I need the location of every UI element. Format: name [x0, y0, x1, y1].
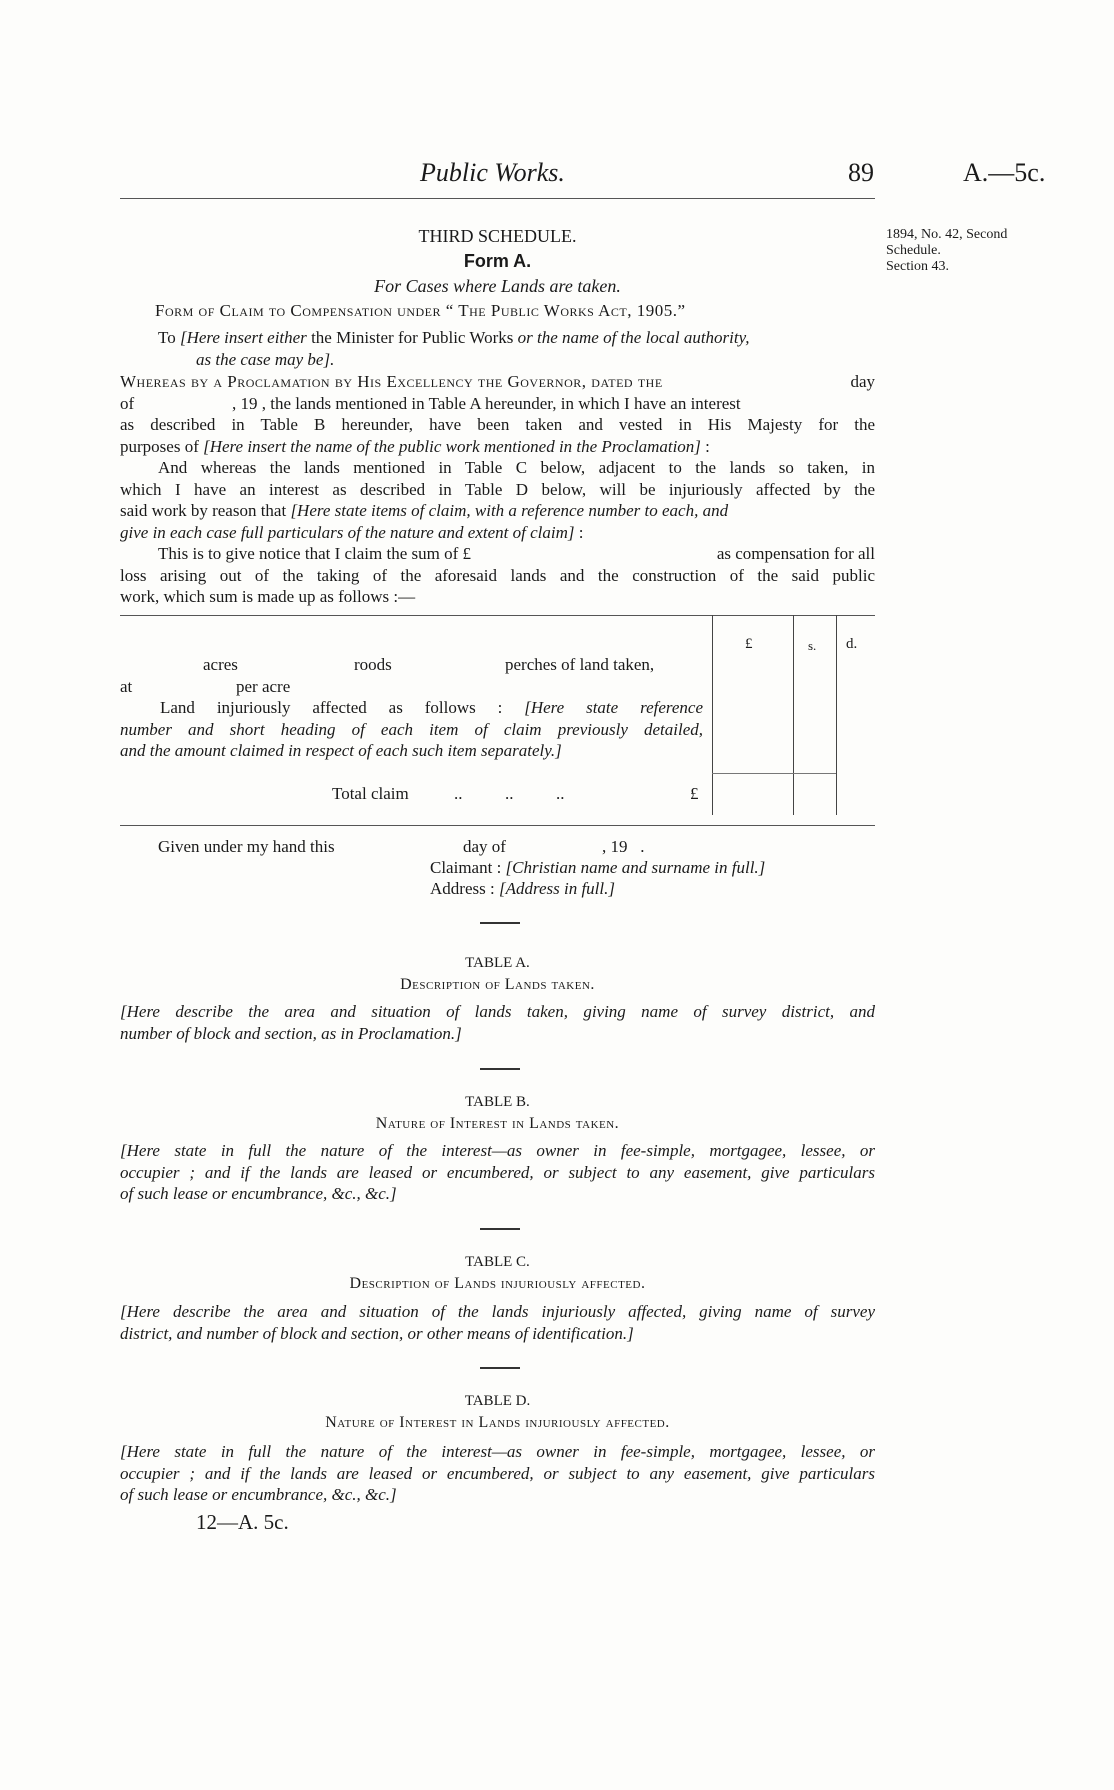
- claim-table-bottom-rule: [120, 825, 875, 826]
- and-whereas-line-2: which I have an interest as described in Table D below, will be injuriously affected by the: [120, 479, 875, 499]
- claim-injurious-ref: [Here state reference: [524, 698, 704, 717]
- section-separator: [480, 922, 520, 924]
- total-claim-label: Total claim: [332, 784, 409, 803]
- to-prefix: To: [158, 328, 180, 347]
- address-label: Address :: [430, 879, 499, 898]
- total-claim-currency: £: [690, 784, 699, 803]
- whereas-purposes: purposes of: [120, 436, 204, 456]
- section-separator: [480, 1068, 520, 1070]
- schedule-title: THIRD SCHEDULE.: [418, 226, 577, 246]
- given-day-of: day of: [463, 837, 506, 856]
- table-c-title: TABLE C.: [465, 1254, 530, 1270]
- table-c-line-1: [Here describe the area and situation of the lands injuriously affected, giving name of survey: [120, 1302, 875, 1321]
- table-d-title: TABLE D.: [464, 1393, 531, 1409]
- whereas-line-1: Whereas by a Proclamation by His Excellency the Governor, dated the: [120, 372, 663, 391]
- claim-table-divider: [712, 615, 713, 815]
- given-under-hand: Given under my hand this: [158, 837, 335, 856]
- table-c-heading: Description of Lands injuriously affected.: [349, 1275, 646, 1292]
- table-a-body: [120, 1001, 875, 1044]
- table-b-title: TABLE B.: [465, 1094, 530, 1110]
- table-c-line-2: district, and number of block and section, or other means of identification.]: [120, 1323, 634, 1343]
- whereas-of: of: [120, 393, 135, 413]
- margin-note-line: Schedule.: [886, 243, 941, 258]
- claim-table-divider: [793, 615, 794, 815]
- column-pounds: £: [745, 636, 753, 652]
- claim-at: at: [120, 677, 133, 696]
- table-b-body: [120, 1140, 875, 1205]
- notice-compensation: as compensation for all: [716, 544, 875, 563]
- address-to-line-2: as the case may be].: [196, 350, 335, 369]
- whereas-day: day: [850, 372, 875, 391]
- to-minister: the Minister for Public Works: [306, 328, 518, 347]
- column-pence: d.: [846, 636, 858, 652]
- claimant-label: Claimant :: [430, 858, 506, 877]
- to-italic-1: [Here insert either: [179, 328, 307, 347]
- total-rule: [712, 773, 836, 774]
- page-number: 89: [848, 158, 874, 187]
- and-whereas-particulars: give in each case full particulars of the nature and extent of claim]: [120, 522, 575, 542]
- claim-injurious-line-3: and the amount claimed in respect of each such item separately.]: [120, 741, 562, 760]
- table-c-body: [120, 1301, 875, 1344]
- claim-per-acre: per acre: [236, 677, 291, 696]
- claim-roods: roods: [354, 655, 392, 674]
- total-claim-leaders: .. .. ..: [454, 784, 565, 803]
- whereas-insert-work: [Here insert the name of the public work mentioned in the Proclamation]: [203, 436, 701, 456]
- header-rule: [120, 198, 875, 199]
- and-whereas-colon: :: [574, 522, 584, 542]
- section-separator: [480, 1228, 520, 1230]
- claim-table-divider: [836, 615, 837, 815]
- address-line: [430, 878, 615, 900]
- table-b-line-1: [Here state in full the nature of the interest—as owner in fee-simple, mortgagee, lessee, or: [120, 1141, 875, 1160]
- address-to-line: [158, 327, 878, 349]
- table-a-title: TABLE A.: [465, 955, 530, 971]
- table-d-line-1: [Here state in full the nature of the interest—as owner in fee-simple, mortgagee, lessee, or: [120, 1442, 875, 1461]
- printer-signature-mark: 12—A. 5c.: [196, 1510, 289, 1534]
- table-b-heading: Nature of Interest in Lands taken.: [375, 1115, 620, 1132]
- whereas-line-2: , 19 , the lands mentioned in Table A hereunder, in which I have an interest: [232, 393, 741, 413]
- address-value: [Address in full.]: [498, 879, 615, 898]
- column-shillings: s.: [808, 638, 817, 653]
- notice-paragraph: [120, 543, 875, 608]
- claim-injurious-line-2: number and short heading of each item of claim previously detailed,: [120, 719, 703, 739]
- and-whereas-paragraph: [120, 457, 875, 543]
- table-d-line-2: occupier ; and if the lands are leased or encumbered, or subject to any easement, give particulars: [120, 1463, 875, 1483]
- claimant-value: [Christian name and surname in full.]: [505, 858, 766, 877]
- table-d-body: [120, 1441, 875, 1506]
- table-a-line-1: [Here describe the area and situation of lands taken, giving name of survey district, and: [120, 1002, 875, 1021]
- schedule-subtitle: For Cases where Lands are taken.: [374, 276, 621, 296]
- to-italic-2: or the name of the local authority,: [517, 328, 750, 347]
- margin-note: [886, 227, 1007, 275]
- table-b-line-3: of such lease or encumbrance, &c., &c.]: [120, 1184, 397, 1203]
- claim-injurious-block: [120, 697, 703, 762]
- claim-injurious-label: Land injuriously affected as follows :: [160, 698, 525, 717]
- and-whereas-reason: said work by reason that: [120, 501, 291, 520]
- table-a-line-2: number of block and section, as in Proclamation.]: [120, 1023, 462, 1043]
- table-d-heading: Nature of Interest in Lands injuriously affected.: [325, 1414, 670, 1431]
- margin-note-line: Section 43.: [886, 259, 949, 274]
- claimant-line: [430, 857, 765, 879]
- whereas-colon: :: [700, 436, 710, 456]
- section-separator: [480, 1367, 520, 1369]
- table-a-heading: Description of Lands taken.: [400, 976, 595, 993]
- whereas-paragraph: [120, 371, 875, 457]
- notice-claim-sum: This is to give notice that I claim the sum of £: [158, 544, 472, 563]
- whereas-line-3: as described in Table B hereunder, have been taken and vested in His Majesty for the: [120, 415, 875, 434]
- paper-reference: A.—5c.: [963, 158, 1046, 187]
- table-b-line-2: occupier ; and if the lands are leased or encumbered, or subject to any easement, give particulars: [120, 1162, 875, 1182]
- running-title: Public Works.: [420, 158, 565, 187]
- claim-acres: acres: [203, 655, 238, 674]
- and-whereas-items: [Here state items of claim, with a reference number to each, and: [290, 501, 729, 520]
- notice-line-3: work, which sum is made up as follows :—: [120, 587, 416, 606]
- claim-table-top-rule: [120, 615, 875, 616]
- form-title: Form A.: [463, 251, 532, 271]
- margin-note-line: 1894, No. 42, Second: [886, 227, 1008, 242]
- and-whereas-line-1: And whereas the lands mentioned in Table C below, adjacent to the lands so taken, in: [158, 458, 875, 477]
- form-heading: Form of Claim to Compensation under “ The Public Works Act, 1905.”: [155, 301, 686, 320]
- table-d-line-3: of such lease or encumbrance, &c., &c.]: [120, 1485, 397, 1504]
- claim-perches: perches of land taken,: [505, 655, 655, 674]
- given-year: , 19 .: [602, 837, 645, 856]
- notice-line-2: loss arising out of the taking of the aforesaid lands and the construction of the said public: [120, 565, 875, 585]
